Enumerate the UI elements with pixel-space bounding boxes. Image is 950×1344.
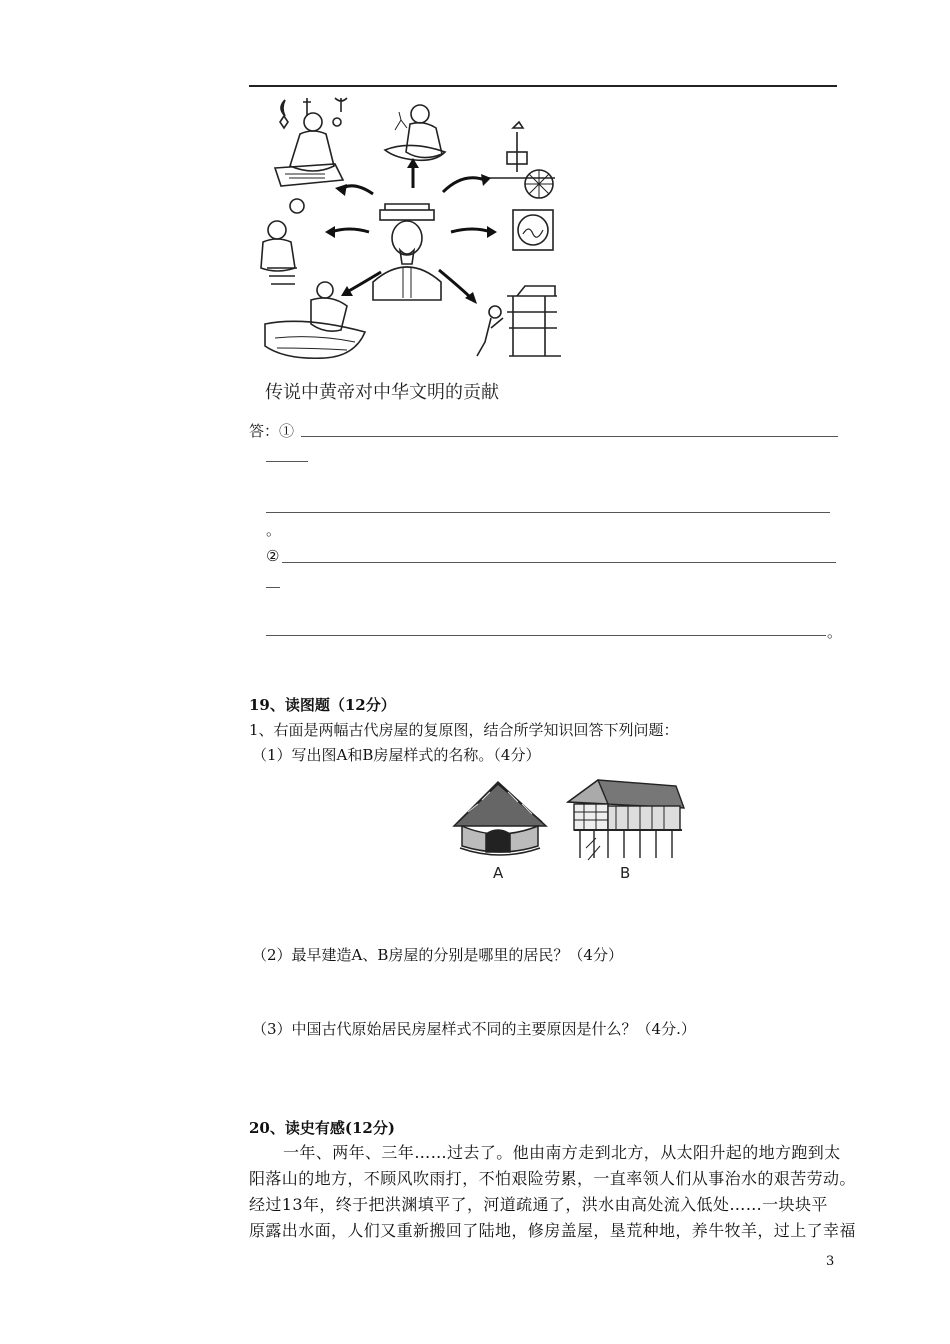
answer-2-line-a[interactable] [282,562,836,563]
houses-figure [448,776,688,866]
answer-2-line-c[interactable] [266,635,826,636]
page-number: 3 [826,1254,835,1269]
q19-intro: 1、右面是两幅古代房屋的复原图，结合所学知识回答下列问题： [249,721,679,739]
house-b-label: B [620,864,631,882]
yellow-emperor-figure [255,92,567,364]
q20-paragraph-line-2: 阳落山的地方，不顾风吹雨打，不怕艰险劳累，一直率领人们从事治水的艰苦劳动。 [249,1169,856,1188]
answer-2-period: 。 [827,623,843,641]
q19-sub2: （2）最早建造A、B房屋的分别是哪里的居民？（4分） [252,946,623,964]
answer-2-line-b[interactable] [266,587,280,588]
answer-1-period: 。 [266,521,282,539]
q20-paragraph-line-3: 经过13年，终于把洪渊填平了，河道疏通了，洪水由高处流入低处……一块块平 [249,1195,828,1214]
header-rule [249,85,837,87]
q19-heading: 19、读图题（12分） [249,696,396,714]
q20-heading: 20、读史有感(12分) [249,1119,395,1137]
q19-sub1: （1）写出图A和B房屋样式的名称。（4分） [252,746,541,764]
q19-sub3: （3）中国古代原始居民房屋样式不同的主要原因是什么？（4分.） [252,1020,696,1038]
answer-1-line-c[interactable] [266,512,830,513]
answer-label: 答：① [249,422,295,440]
answer-2-label: ② [266,547,280,565]
q20-paragraph-line-4: 原露出水面，人们又重新搬回了陆地，修房盖屋，垦荒种地，养牛牧羊，过上了幸福 [249,1221,856,1240]
house-a-label: A [493,864,504,882]
answer-1-line-b[interactable] [266,461,308,462]
answer-1-line-a[interactable] [301,436,838,437]
q20-paragraph-line-1: 一年、两年、三年……过去了。他由南方走到北方，从太阳升起的地方跑到太 [283,1143,841,1162]
figure-caption: 传说中黄帝对中华文明的贡献 [265,382,499,403]
